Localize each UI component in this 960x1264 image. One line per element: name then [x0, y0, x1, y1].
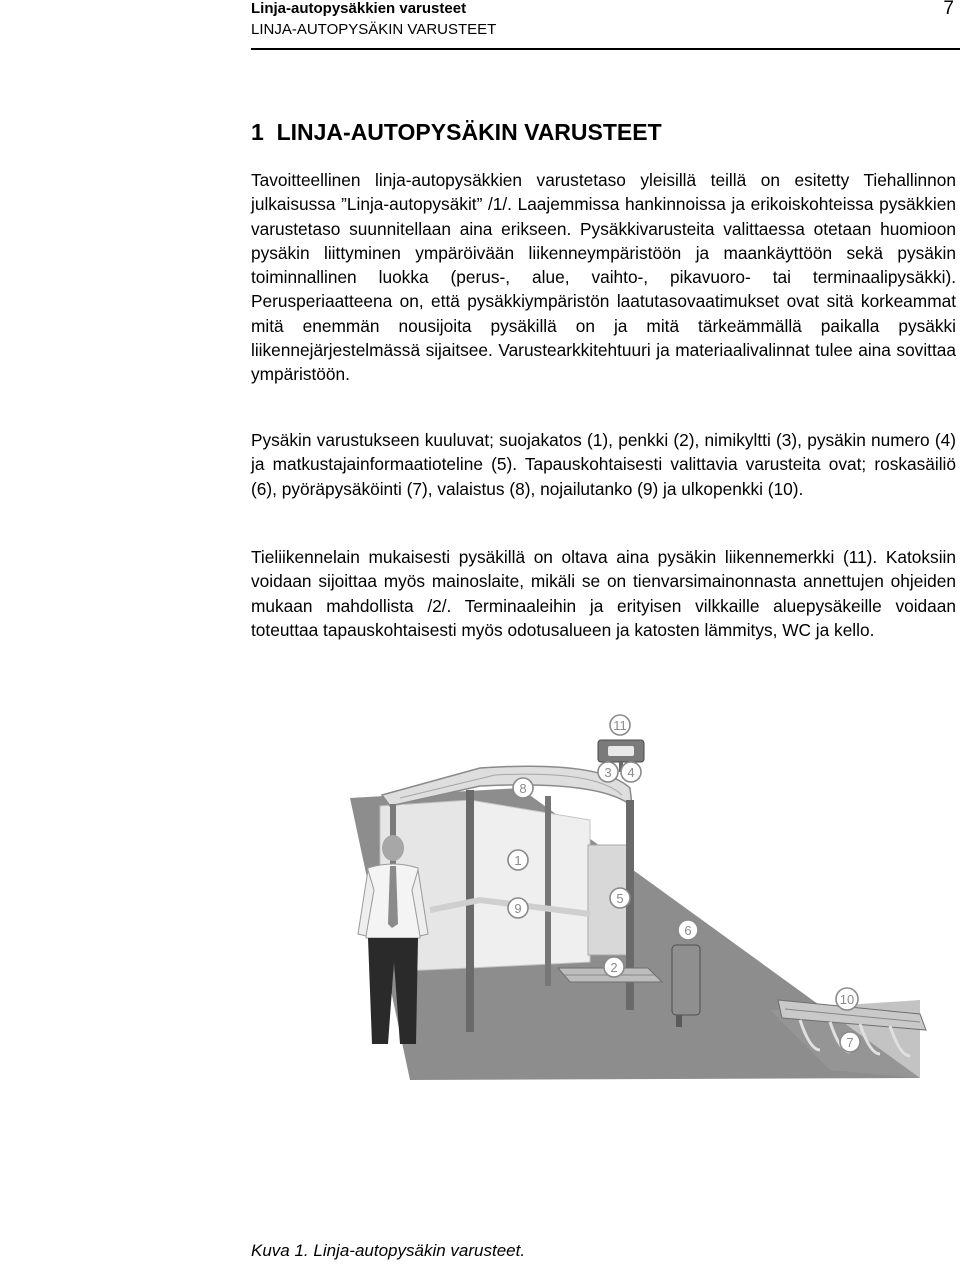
- callout-9: [508, 898, 528, 918]
- callout-7-label: 7: [846, 1035, 854, 1050]
- callout-2: [604, 957, 624, 977]
- callout-4-label: 4: [627, 765, 635, 780]
- paragraph-equipment: Pysäkin varustukseen kuuluvat; suojakatos (1), penkki (2), nimikyltti (3), pysäkin numero (4) ja matkustajainformaatioteline (5). Tapauskohtaisesti valittavia varusteita ovat; roskasäiliö (6), pyöräpysäköinti (7), valaistus (8), nojailutanko (9) ja ulkopenkki (10).: [251, 430, 956, 499]
- callout-9-label: 9: [514, 901, 522, 916]
- section-title: LINJA-AUTOPYSÄKIN VARUSTEET: [276, 119, 662, 145]
- callout-6-label: 6: [684, 923, 692, 938]
- callout-11-label: 11: [613, 718, 627, 733]
- callout-6: [678, 920, 698, 940]
- callout-3: [598, 762, 618, 782]
- header-rule: [251, 48, 960, 50]
- callout-7: [840, 1032, 860, 1052]
- section-number: 1: [251, 119, 264, 145]
- section-heading: [251, 118, 662, 146]
- post-middle: [545, 796, 551, 986]
- callout-11: [610, 715, 630, 735]
- bus-stop-illustration: [330, 700, 950, 1100]
- header-title: Linja-autopysäkkien varusteet: [251, 0, 467, 17]
- callout-4: [621, 762, 641, 782]
- header-subtitle: LINJA-AUTOPYSÄKIN VARUSTEET: [251, 21, 497, 38]
- page-number: 7: [943, 0, 954, 19]
- post-front-left: [466, 790, 474, 1032]
- callout-2-label: 2: [610, 960, 618, 975]
- shelter-side-wall: [470, 800, 590, 968]
- callout-8-label: 8: [519, 781, 527, 796]
- bus-stop-figure: [330, 700, 950, 1100]
- figure-caption: Kuva 1. Linja-autopysäkin varusteet.: [251, 1241, 526, 1260]
- callout-5: [610, 888, 630, 908]
- callout-3-label: 3: [604, 765, 612, 780]
- paragraph-traffic-law: Tieliikennelain mukaisesti pysäkillä on oltava aina pysäkin liikennemerkki (11). Katoksiin voidaan sijoittaa myös mainoslaite, mikäli se on tienvarsimainonnasta annettujen ohjeiden mukaan mahdollista /2/. Terminaaleihin ja erityisen vilkkaille aluepysäkeille voidaan toteuttaa tapauskohtaisesti myös odotusalueen ja katosten lämmitys, WC ja kello.: [251, 547, 956, 640]
- callout-5-label: 5: [616, 891, 624, 906]
- callout-1-label: 1: [514, 853, 522, 868]
- callout-1: [508, 850, 528, 870]
- callout-10-label: 10: [839, 992, 855, 1007]
- callout-10: [836, 988, 858, 1010]
- callout-8: [513, 778, 533, 798]
- paragraph-intro: Tavoitteellinen linja-autopysäkkien varustetaso yleisillä teillä on esitetty Tiehallinnon julkaisussa ”Linja-autopysäkit” /1/. Laajemmissa hankinnoissa ja erikoiskohteissa pysäkkien varustetaso suunnitellaan aina erikseen. Pysäkkivarusteita valittaessa otetaan huomioon pysäkin liittyminen ympäröivään liikenneympäristöön ja maankäyttöön sekä pysäkin toiminnallinen luokka (perus-, alue, vaihto-, pikavuoro- tai terminaalipysäkki). Perusperiaatteena on, että pysäkkiympäristön laatutasovaatimukset ovat sitä korkeammat mitä enemmän nousijoita pysäkillä on ja mitä tärkeämmällä paikalla pysäkki liikennejärjestelmässä sijaitsee. Varustearkkitehtuuri ja materiaalivalinnat tulee aina sovittaa ympäristöön.: [251, 170, 956, 385]
- trash-bin: [672, 945, 700, 1015]
